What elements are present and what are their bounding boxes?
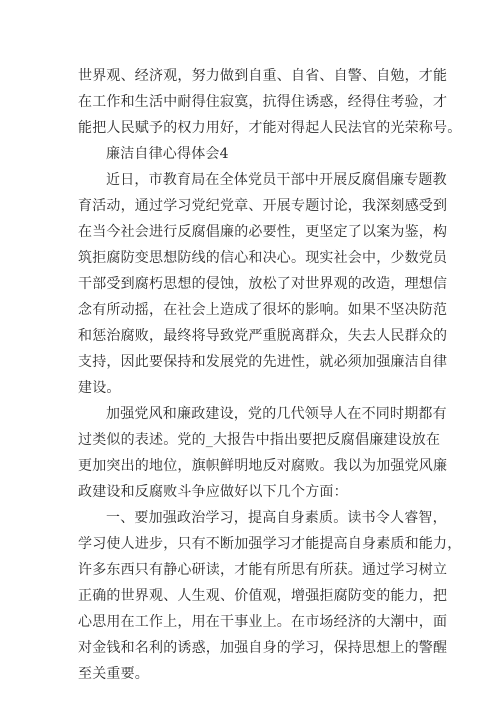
text-line: 支持，因此要保持和发展党的先进性，就必须加强廉洁自律: [78, 354, 448, 370]
text-line: 育活动，通过学习党纪党章、开展专题讨论，我深刻感受到: [78, 198, 448, 214]
text-line: 对金钱和名利的诱惑，加强自身的学习，保持思想上的警醒: [78, 640, 448, 656]
text-line: 干部受到腐朽思想的侵蚀，放松了对世界观的改造，理想信: [78, 276, 448, 292]
text-line: 心思用在工作上，用在干事业上。在市场经济的大潮中，面: [78, 614, 448, 630]
text-line: 在工作和生活中耐得住寂寞，抗得住诱惑，经得住考验，才: [78, 94, 448, 110]
text-line: 建设。: [78, 380, 121, 396]
text-line: 一、要加强政治学习，提高自身素质。读书令人睿智，: [106, 510, 447, 526]
text-line: 正确的世界观、人生观、价值观，增强拒腐防变的能力，把: [78, 588, 448, 604]
text-line: 念有所动摇，在社会上造成了很坏的影响。如果不坚决防范: [78, 302, 448, 318]
text-line: 加强党风和廉政建设，党的几代领导人在不同时期都有: [106, 406, 447, 422]
text-line: 近日，市教育局在全体党员干部中开展反腐倡廉专题教: [106, 172, 447, 188]
text-line: 和惩治腐败，最终将导致党严重脱离群众，失去人民群众的: [78, 328, 448, 344]
text-line: 政建设和反腐败斗争应做好以下几个方面：: [78, 484, 348, 500]
text-line: 过类似的表述。党的_大报告中指出要把反腐倡廉建设放在: [78, 432, 441, 448]
text-line: 更加突出的地位，旗帜鲜明地反对腐败。我以为加强党风廉: [78, 458, 448, 474]
section-heading: 廉洁自律心得体会4: [106, 146, 229, 162]
text-line: 至关重要。: [78, 666, 149, 682]
text-line: 在当今社会进行反腐倡廉的必要性，更坚定了以案为鉴，构: [78, 224, 448, 240]
text-line: 世界观、经济观，努力做到自重、自省、自警、自勉，才能: [78, 68, 448, 84]
text-line: 学习使人进步，只有不断加强学习才能提高自身素质和能力，: [78, 536, 462, 552]
text-line: 许多东西只有静心研读，才能有所思有所获。通过学习树立: [78, 562, 448, 578]
text-line: 能把人民赋予的权力用好，才能对得起人民法官的光荣称号。: [78, 120, 462, 136]
text-line: 筑拒腐防变思想防线的信心和决心。现实社会中，少数党员: [78, 250, 448, 266]
